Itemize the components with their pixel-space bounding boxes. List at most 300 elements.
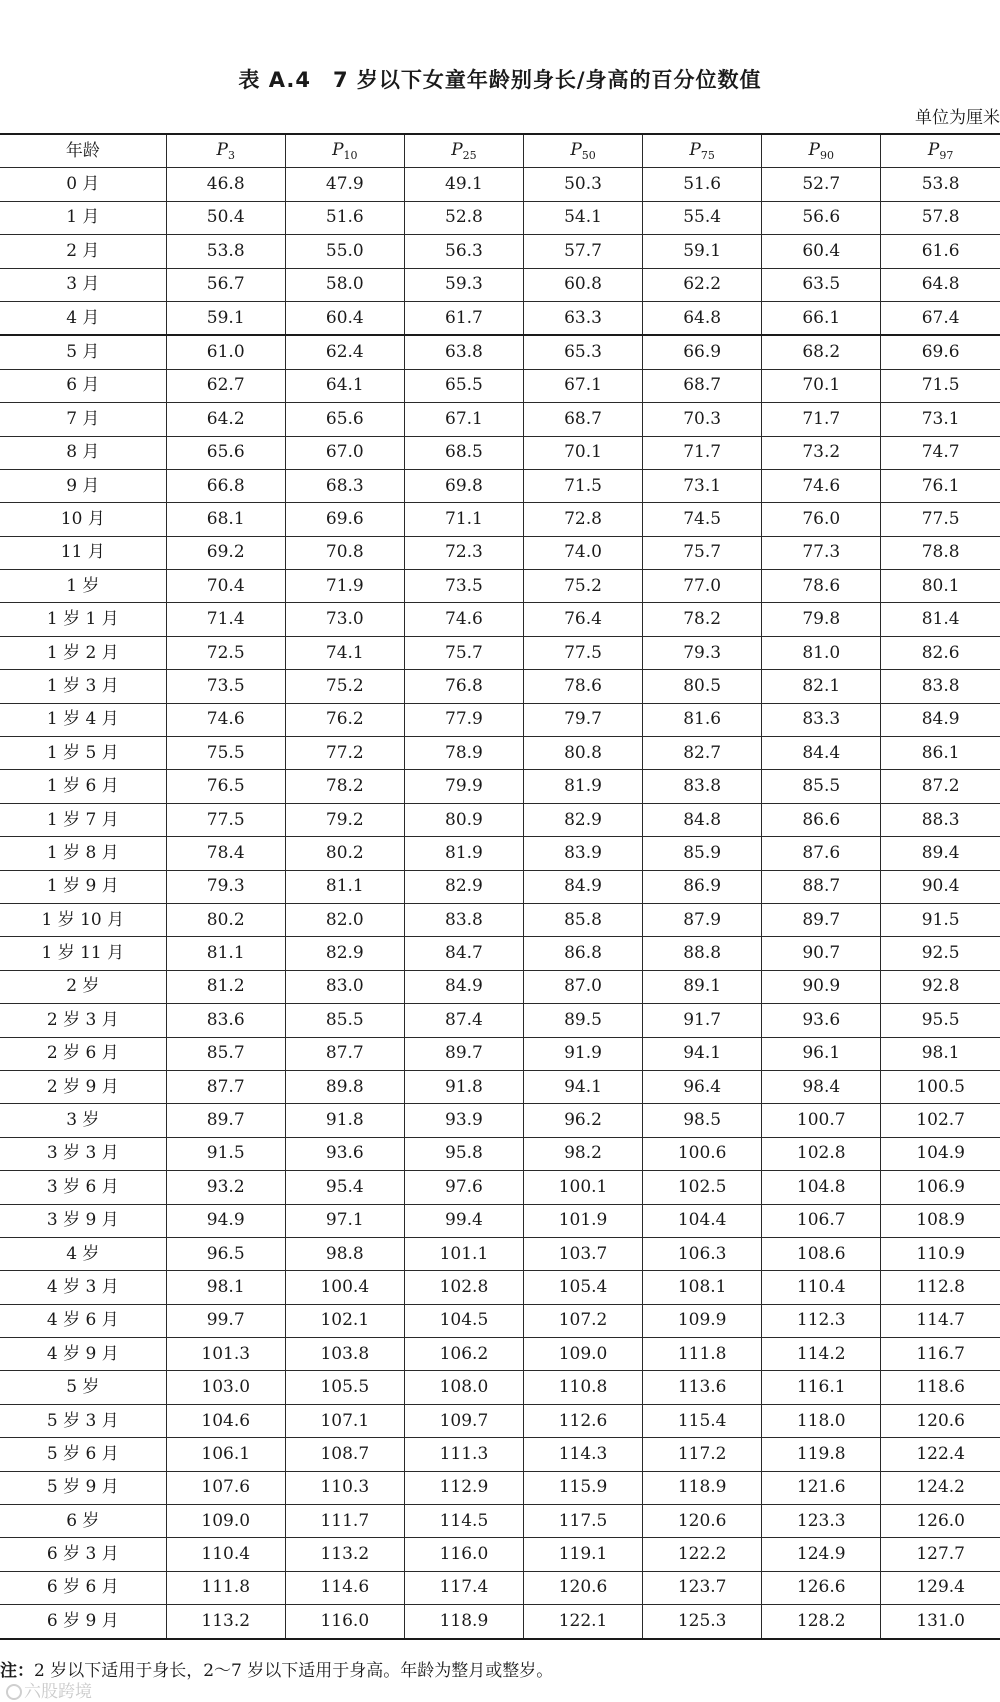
value-cell: 100.5 bbox=[881, 1070, 1000, 1103]
value-cell: 127.7 bbox=[881, 1538, 1000, 1571]
value-cell: 100.4 bbox=[285, 1271, 404, 1304]
value-cell: 82.9 bbox=[285, 937, 404, 970]
value-cell: 77.2 bbox=[285, 737, 404, 770]
value-cell: 83.8 bbox=[404, 903, 523, 936]
value-cell: 91.5 bbox=[166, 1137, 285, 1170]
percentile-letter: P bbox=[570, 139, 582, 160]
value-cell: 104.5 bbox=[404, 1304, 523, 1337]
value-cell: 81.1 bbox=[166, 937, 285, 970]
age-cell: 4 岁 9 月 bbox=[0, 1338, 166, 1371]
value-cell: 50.3 bbox=[523, 168, 642, 201]
value-cell: 116.7 bbox=[881, 1338, 1000, 1371]
age-cell: 3 岁 bbox=[0, 1104, 166, 1137]
value-cell: 108.1 bbox=[643, 1271, 762, 1304]
value-cell: 78.6 bbox=[762, 570, 881, 603]
value-cell: 102.1 bbox=[285, 1304, 404, 1337]
age-cell: 8 月 bbox=[0, 436, 166, 469]
value-cell: 109.0 bbox=[166, 1505, 285, 1538]
table-title: 表 A.4 7 岁以下女童年龄别身长/身高的百分位数值 bbox=[238, 68, 762, 92]
value-cell: 86.1 bbox=[881, 737, 1000, 770]
value-cell: 60.8 bbox=[523, 268, 642, 301]
value-cell: 89.7 bbox=[762, 903, 881, 936]
value-cell: 79.7 bbox=[523, 703, 642, 736]
age-cell: 6 岁 9 月 bbox=[0, 1605, 166, 1639]
table-row bbox=[0, 570, 1000, 603]
percentile-subscript: 90 bbox=[819, 148, 834, 162]
value-cell: 87.4 bbox=[404, 1004, 523, 1037]
value-cell: 62.7 bbox=[166, 369, 285, 402]
value-cell: 111.8 bbox=[643, 1338, 762, 1371]
value-cell: 79.8 bbox=[762, 603, 881, 636]
value-cell: 120.6 bbox=[523, 1571, 642, 1604]
age-cell: 4 岁 bbox=[0, 1237, 166, 1270]
value-cell: 110.9 bbox=[881, 1237, 1000, 1270]
value-cell: 110.3 bbox=[285, 1471, 404, 1504]
value-cell: 125.3 bbox=[643, 1605, 762, 1639]
age-cell: 2 岁 9 月 bbox=[0, 1070, 166, 1103]
table-row bbox=[0, 1571, 1000, 1604]
value-cell: 102.8 bbox=[404, 1271, 523, 1304]
value-cell: 108.6 bbox=[762, 1237, 881, 1270]
value-cell: 81.4 bbox=[881, 603, 1000, 636]
value-cell: 74.5 bbox=[643, 503, 762, 536]
table-row bbox=[0, 1438, 1000, 1471]
table-row bbox=[0, 1237, 1000, 1270]
table-row bbox=[0, 503, 1000, 536]
value-cell: 84.8 bbox=[643, 803, 762, 836]
value-cell: 102.7 bbox=[881, 1104, 1000, 1137]
value-cell: 72.5 bbox=[166, 636, 285, 669]
value-cell: 75.2 bbox=[285, 670, 404, 703]
age-cell: 10 月 bbox=[0, 503, 166, 536]
value-cell: 103.0 bbox=[166, 1371, 285, 1404]
value-cell: 122.1 bbox=[523, 1605, 642, 1639]
value-cell: 60.4 bbox=[762, 235, 881, 268]
value-cell: 82.1 bbox=[762, 670, 881, 703]
age-cell: 5 岁 6 月 bbox=[0, 1438, 166, 1471]
value-cell: 113.2 bbox=[166, 1605, 285, 1639]
value-cell: 65.3 bbox=[523, 335, 642, 369]
value-cell: 76.5 bbox=[166, 770, 285, 803]
value-cell: 85.5 bbox=[762, 770, 881, 803]
value-cell: 74.7 bbox=[881, 436, 1000, 469]
age-cell: 1 岁 6 月 bbox=[0, 770, 166, 803]
value-cell: 89.4 bbox=[881, 837, 1000, 870]
value-cell: 51.6 bbox=[643, 168, 762, 201]
table-row bbox=[0, 1137, 1000, 1170]
value-cell: 126.0 bbox=[881, 1505, 1000, 1538]
value-cell: 64.8 bbox=[643, 301, 762, 335]
percentile-subscript: 50 bbox=[581, 148, 596, 162]
footnote-label: 注： bbox=[0, 1661, 34, 1681]
value-cell: 102.5 bbox=[643, 1171, 762, 1204]
value-cell: 77.9 bbox=[404, 703, 523, 736]
age-cell: 3 岁 9 月 bbox=[0, 1204, 166, 1237]
age-cell: 1 岁 11 月 bbox=[0, 937, 166, 970]
value-cell: 104.6 bbox=[166, 1404, 285, 1437]
value-cell: 123.7 bbox=[643, 1571, 762, 1604]
value-cell: 87.7 bbox=[285, 1037, 404, 1070]
value-cell: 52.7 bbox=[762, 168, 881, 201]
table-row bbox=[0, 1271, 1000, 1304]
value-cell: 67.4 bbox=[881, 301, 1000, 335]
percentile-letter: P bbox=[332, 139, 344, 160]
table-row bbox=[0, 168, 1000, 201]
table-row bbox=[0, 670, 1000, 703]
value-cell: 92.5 bbox=[881, 937, 1000, 970]
footnote bbox=[0, 1656, 1000, 1681]
table-row bbox=[0, 536, 1000, 569]
table-row bbox=[0, 1104, 1000, 1137]
value-cell: 89.7 bbox=[166, 1104, 285, 1137]
age-cell: 1 岁 7 月 bbox=[0, 803, 166, 836]
value-cell: 105.5 bbox=[285, 1371, 404, 1404]
value-cell: 77.5 bbox=[881, 503, 1000, 536]
value-cell: 115.4 bbox=[643, 1404, 762, 1437]
value-cell: 107.6 bbox=[166, 1471, 285, 1504]
value-cell: 123.3 bbox=[762, 1505, 881, 1538]
age-cell: 1 岁 8 月 bbox=[0, 837, 166, 870]
table-row bbox=[0, 1204, 1000, 1237]
value-cell: 74.6 bbox=[404, 603, 523, 636]
value-cell: 82.6 bbox=[881, 636, 1000, 669]
table-row bbox=[0, 1538, 1000, 1571]
table-row bbox=[0, 1304, 1000, 1337]
value-cell: 114.6 bbox=[285, 1571, 404, 1604]
value-cell: 106.3 bbox=[643, 1237, 762, 1270]
value-cell: 91.7 bbox=[643, 1004, 762, 1037]
value-cell: 100.1 bbox=[523, 1171, 642, 1204]
value-cell: 66.9 bbox=[643, 335, 762, 369]
value-cell: 103.7 bbox=[523, 1237, 642, 1270]
value-cell: 90.4 bbox=[881, 870, 1000, 903]
value-cell: 71.5 bbox=[881, 369, 1000, 402]
value-cell: 112.9 bbox=[404, 1471, 523, 1504]
value-cell: 91.5 bbox=[881, 903, 1000, 936]
value-cell: 100.6 bbox=[643, 1137, 762, 1170]
value-cell: 71.9 bbox=[285, 570, 404, 603]
value-cell: 91.9 bbox=[523, 1037, 642, 1070]
percentile-subscript: 3 bbox=[227, 148, 235, 162]
value-cell: 105.4 bbox=[523, 1271, 642, 1304]
table-row bbox=[0, 837, 1000, 870]
value-cell: 57.7 bbox=[523, 235, 642, 268]
age-cell: 4 岁 3 月 bbox=[0, 1271, 166, 1304]
value-cell: 94.1 bbox=[523, 1070, 642, 1103]
value-cell: 94.9 bbox=[166, 1204, 285, 1237]
value-cell: 85.9 bbox=[643, 837, 762, 870]
value-cell: 64.2 bbox=[166, 403, 285, 436]
value-cell: 47.9 bbox=[285, 168, 404, 201]
value-cell: 76.4 bbox=[523, 603, 642, 636]
value-cell: 64.8 bbox=[881, 268, 1000, 301]
value-cell: 122.4 bbox=[881, 1438, 1000, 1471]
value-cell: 70.4 bbox=[166, 570, 285, 603]
value-cell: 96.1 bbox=[762, 1037, 881, 1070]
value-cell: 87.2 bbox=[881, 770, 1000, 803]
value-cell: 86.9 bbox=[643, 870, 762, 903]
value-cell: 62.2 bbox=[643, 268, 762, 301]
value-cell: 57.8 bbox=[881, 201, 1000, 234]
value-cell: 96.5 bbox=[166, 1237, 285, 1270]
value-cell: 81.1 bbox=[285, 870, 404, 903]
value-cell: 66.1 bbox=[762, 301, 881, 335]
value-cell: 104.8 bbox=[762, 1171, 881, 1204]
value-cell: 75.7 bbox=[404, 636, 523, 669]
value-cell: 113.2 bbox=[285, 1538, 404, 1571]
value-cell: 112.3 bbox=[762, 1304, 881, 1337]
value-cell: 121.6 bbox=[762, 1471, 881, 1504]
value-cell: 71.5 bbox=[523, 469, 642, 502]
value-cell: 78.2 bbox=[643, 603, 762, 636]
watermark-logo-icon bbox=[6, 1684, 22, 1700]
value-cell: 119.8 bbox=[762, 1438, 881, 1471]
value-cell: 99.7 bbox=[166, 1304, 285, 1337]
age-cell: 1 岁 2 月 bbox=[0, 636, 166, 669]
percentile-table bbox=[0, 133, 1000, 1640]
age-cell: 1 岁 bbox=[0, 570, 166, 603]
value-cell: 106.9 bbox=[881, 1171, 1000, 1204]
percentile-subscript: 10 bbox=[343, 148, 358, 162]
value-cell: 78.4 bbox=[166, 837, 285, 870]
value-cell: 97.1 bbox=[285, 1204, 404, 1237]
value-cell: 97.6 bbox=[404, 1171, 523, 1204]
value-cell: 79.9 bbox=[404, 770, 523, 803]
table-row bbox=[0, 201, 1000, 234]
value-cell: 71.4 bbox=[166, 603, 285, 636]
table-body bbox=[0, 168, 1000, 1639]
value-cell: 98.4 bbox=[762, 1070, 881, 1103]
value-cell: 108.0 bbox=[404, 1371, 523, 1404]
value-cell: 63.3 bbox=[523, 301, 642, 335]
value-cell: 109.7 bbox=[404, 1404, 523, 1437]
value-cell: 66.8 bbox=[166, 469, 285, 502]
value-cell: 52.8 bbox=[404, 201, 523, 234]
value-cell: 78.9 bbox=[404, 737, 523, 770]
value-cell: 78.8 bbox=[881, 536, 1000, 569]
value-cell: 55.4 bbox=[643, 201, 762, 234]
value-cell: 92.8 bbox=[881, 970, 1000, 1003]
value-cell: 65.6 bbox=[166, 436, 285, 469]
percentile-column-header bbox=[166, 134, 285, 168]
table-row bbox=[0, 235, 1000, 268]
value-cell: 88.7 bbox=[762, 870, 881, 903]
table-row bbox=[0, 903, 1000, 936]
value-cell: 118.0 bbox=[762, 1404, 881, 1437]
percentile-subscript: 25 bbox=[462, 148, 477, 162]
value-cell: 117.5 bbox=[523, 1505, 642, 1538]
value-cell: 55.0 bbox=[285, 235, 404, 268]
value-cell: 131.0 bbox=[881, 1605, 1000, 1639]
value-cell: 58.0 bbox=[285, 268, 404, 301]
value-cell: 68.5 bbox=[404, 436, 523, 469]
value-cell: 84.9 bbox=[881, 703, 1000, 736]
value-cell: 109.9 bbox=[643, 1304, 762, 1337]
value-cell: 98.1 bbox=[166, 1271, 285, 1304]
watermark bbox=[6, 1677, 92, 1702]
value-cell: 89.8 bbox=[285, 1070, 404, 1103]
value-cell: 117.4 bbox=[404, 1571, 523, 1604]
value-cell: 69.2 bbox=[166, 536, 285, 569]
table-header-row bbox=[0, 134, 1000, 168]
unit-label: 单位为厘米 bbox=[915, 108, 1000, 128]
percentile-letter: P bbox=[451, 139, 463, 160]
value-cell: 61.7 bbox=[404, 301, 523, 335]
age-cell: 5 月 bbox=[0, 335, 166, 369]
age-cell: 4 岁 6 月 bbox=[0, 1304, 166, 1337]
value-cell: 81.6 bbox=[643, 703, 762, 736]
age-cell: 1 岁 3 月 bbox=[0, 670, 166, 703]
percentile-subscript: 97 bbox=[939, 148, 954, 162]
value-cell: 111.7 bbox=[285, 1505, 404, 1538]
value-cell: 85.5 bbox=[285, 1004, 404, 1037]
percentile-column-header bbox=[762, 134, 881, 168]
age-cell: 1 岁 1 月 bbox=[0, 603, 166, 636]
percentile-column-header bbox=[643, 134, 762, 168]
value-cell: 70.3 bbox=[643, 403, 762, 436]
value-cell: 100.7 bbox=[762, 1104, 881, 1137]
value-cell: 99.4 bbox=[404, 1204, 523, 1237]
value-cell: 70.1 bbox=[762, 369, 881, 402]
value-cell: 65.6 bbox=[285, 403, 404, 436]
value-cell: 83.3 bbox=[762, 703, 881, 736]
age-cell: 1 岁 10 月 bbox=[0, 903, 166, 936]
table-row bbox=[0, 603, 1000, 636]
value-cell: 79.2 bbox=[285, 803, 404, 836]
value-cell: 82.0 bbox=[285, 903, 404, 936]
value-cell: 93.6 bbox=[762, 1004, 881, 1037]
value-cell: 90.9 bbox=[762, 970, 881, 1003]
value-cell: 69.6 bbox=[881, 335, 1000, 369]
value-cell: 71.7 bbox=[643, 436, 762, 469]
value-cell: 84.7 bbox=[404, 937, 523, 970]
value-cell: 119.1 bbox=[523, 1538, 642, 1571]
value-cell: 112.6 bbox=[523, 1404, 642, 1437]
value-cell: 122.2 bbox=[643, 1538, 762, 1571]
value-cell: 84.9 bbox=[404, 970, 523, 1003]
value-cell: 63.8 bbox=[404, 335, 523, 369]
value-cell: 80.2 bbox=[166, 903, 285, 936]
age-cell: 3 岁 6 月 bbox=[0, 1171, 166, 1204]
age-cell: 5 岁 9 月 bbox=[0, 1471, 166, 1504]
value-cell: 84.9 bbox=[523, 870, 642, 903]
value-cell: 53.8 bbox=[881, 168, 1000, 201]
table-row bbox=[0, 1404, 1000, 1437]
value-cell: 93.2 bbox=[166, 1171, 285, 1204]
age-cell: 2 月 bbox=[0, 235, 166, 268]
value-cell: 116.0 bbox=[404, 1538, 523, 1571]
value-cell: 108.7 bbox=[285, 1438, 404, 1471]
age-cell: 2 岁 bbox=[0, 970, 166, 1003]
table-row bbox=[0, 870, 1000, 903]
value-cell: 95.8 bbox=[404, 1137, 523, 1170]
age-cell: 1 岁 9 月 bbox=[0, 870, 166, 903]
value-cell: 113.6 bbox=[643, 1371, 762, 1404]
value-cell: 111.3 bbox=[404, 1438, 523, 1471]
value-cell: 104.9 bbox=[881, 1137, 1000, 1170]
value-cell: 81.0 bbox=[762, 636, 881, 669]
value-cell: 84.4 bbox=[762, 737, 881, 770]
value-cell: 118.9 bbox=[404, 1605, 523, 1639]
age-cell: 6 岁 6 月 bbox=[0, 1571, 166, 1604]
value-cell: 59.1 bbox=[166, 301, 285, 335]
value-cell: 77.3 bbox=[762, 536, 881, 569]
value-cell: 81.9 bbox=[404, 837, 523, 870]
value-cell: 76.2 bbox=[285, 703, 404, 736]
value-cell: 68.3 bbox=[285, 469, 404, 502]
value-cell: 109.0 bbox=[523, 1338, 642, 1371]
value-cell: 70.1 bbox=[523, 436, 642, 469]
value-cell: 115.9 bbox=[523, 1471, 642, 1504]
value-cell: 75.5 bbox=[166, 737, 285, 770]
value-cell: 80.9 bbox=[404, 803, 523, 836]
table-row bbox=[0, 737, 1000, 770]
percentile-letter: P bbox=[808, 139, 820, 160]
table-row bbox=[0, 1171, 1000, 1204]
value-cell: 90.7 bbox=[762, 937, 881, 970]
value-cell: 73.1 bbox=[881, 403, 1000, 436]
value-cell: 88.3 bbox=[881, 803, 1000, 836]
value-cell: 73.2 bbox=[762, 436, 881, 469]
value-cell: 79.3 bbox=[643, 636, 762, 669]
percentile-column-header bbox=[881, 134, 1000, 168]
value-cell: 71.1 bbox=[404, 503, 523, 536]
value-cell: 110.4 bbox=[166, 1538, 285, 1571]
value-cell: 83.8 bbox=[881, 670, 1000, 703]
value-cell: 87.9 bbox=[643, 903, 762, 936]
value-cell: 94.1 bbox=[643, 1037, 762, 1070]
value-cell: 124.9 bbox=[762, 1538, 881, 1571]
age-cell: 9 月 bbox=[0, 469, 166, 502]
percentile-column-header bbox=[285, 134, 404, 168]
value-cell: 101.9 bbox=[523, 1204, 642, 1237]
value-cell: 103.8 bbox=[285, 1338, 404, 1371]
value-cell: 120.6 bbox=[881, 1404, 1000, 1437]
value-cell: 62.4 bbox=[285, 335, 404, 369]
table-row bbox=[0, 1471, 1000, 1504]
age-cell: 6 岁 bbox=[0, 1505, 166, 1538]
table-row bbox=[0, 436, 1000, 469]
value-cell: 73.1 bbox=[643, 469, 762, 502]
value-cell: 81.9 bbox=[523, 770, 642, 803]
value-cell: 71.7 bbox=[762, 403, 881, 436]
value-cell: 83.0 bbox=[285, 970, 404, 1003]
value-cell: 116.1 bbox=[762, 1371, 881, 1404]
value-cell: 77.0 bbox=[643, 570, 762, 603]
table-row bbox=[0, 1070, 1000, 1103]
value-cell: 67.1 bbox=[523, 369, 642, 402]
value-cell: 74.6 bbox=[762, 469, 881, 502]
age-cell: 7 月 bbox=[0, 403, 166, 436]
value-cell: 93.9 bbox=[404, 1104, 523, 1137]
value-cell: 91.8 bbox=[285, 1104, 404, 1137]
value-cell: 107.2 bbox=[523, 1304, 642, 1337]
table-row bbox=[0, 1338, 1000, 1371]
value-cell: 118.6 bbox=[881, 1371, 1000, 1404]
value-cell: 82.9 bbox=[523, 803, 642, 836]
value-cell: 76.1 bbox=[881, 469, 1000, 502]
table-row bbox=[0, 970, 1000, 1003]
table-row bbox=[0, 636, 1000, 669]
value-cell: 95.5 bbox=[881, 1004, 1000, 1037]
value-cell: 74.1 bbox=[285, 636, 404, 669]
value-cell: 64.1 bbox=[285, 369, 404, 402]
value-cell: 69.6 bbox=[285, 503, 404, 536]
age-cell: 2 岁 3 月 bbox=[0, 1004, 166, 1037]
age-cell: 3 岁 3 月 bbox=[0, 1137, 166, 1170]
value-cell: 74.6 bbox=[166, 703, 285, 736]
table-row bbox=[0, 803, 1000, 836]
